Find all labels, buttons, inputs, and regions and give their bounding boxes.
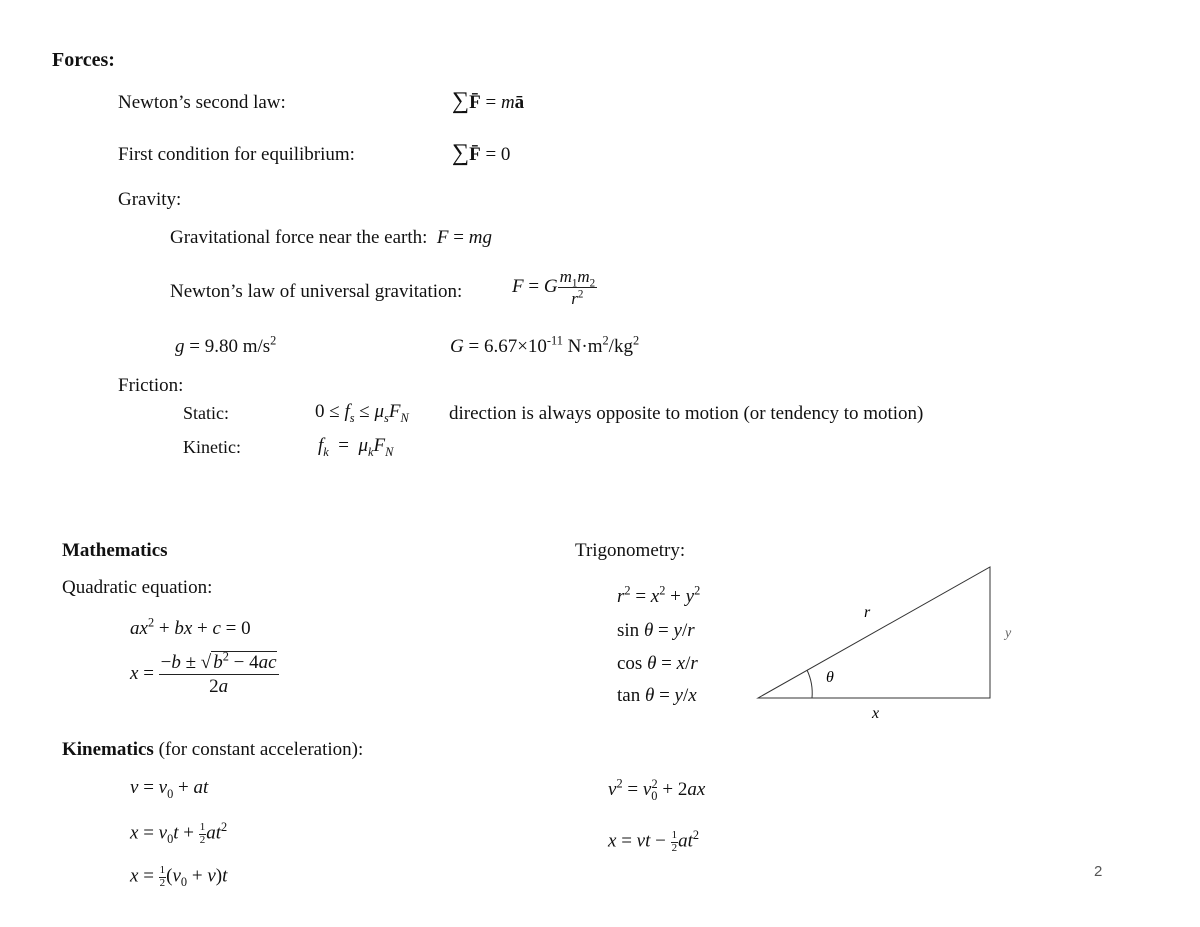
tangent-definition: tan θ = y/x xyxy=(617,685,697,706)
gravity-near-earth-equation: F = mg xyxy=(436,227,492,248)
velocity-time-equation: $v = v_0$ + at xyxy=(130,777,209,801)
mathematics-heading: Mathematics xyxy=(62,540,168,561)
gravity-heading: Gravity: xyxy=(118,189,182,210)
velocity-squared-equation: $v^2 = v_0^2 + 2ax$ xyxy=(608,776,706,803)
final-velocity-position-equation: x = vt − $\frac{1}{2}$ $at^2$ xyxy=(608,828,700,854)
equilibrium-label: First condition for equilibrium: xyxy=(118,144,355,165)
position-time-equation: $x = v_0t$ + $\frac{1}{2}$ $at^2$ xyxy=(130,820,228,847)
average-velocity-equation: x = $\frac{1}{2}$ $(v_0 + v)t$ xyxy=(130,864,228,890)
G-constant: $G = 6.67\times 10^{-11}$ $N\cdot m^2/kg^2$ xyxy=(450,333,640,357)
static-friction-equation: $0 \le f_s \le \mu_sF_N$ xyxy=(315,401,409,425)
quadratic-formula: x = $\frac{-b \pm √ b^2 - 4ac}{2a}$ xyxy=(130,649,277,697)
theta-label: θ xyxy=(826,669,834,686)
hypotenuse-label: r xyxy=(864,604,871,621)
quadratic-equation: $ax^2$ + bx + c = 0 xyxy=(130,615,251,639)
page-number: 2 xyxy=(1094,863,1103,880)
friction-heading: Friction: xyxy=(118,375,184,396)
triangle-shape xyxy=(758,567,990,698)
equilibrium-equation: ∑F̄ = 0 xyxy=(452,140,511,166)
opposite-label: y xyxy=(1005,626,1012,641)
pythagorean-identity: $r^2 = x^2 + y^2$ xyxy=(617,583,701,607)
kinematics-heading: Kinematics (for constant acceleration): xyxy=(62,739,364,760)
universal-gravitation-equation: F = G $\frac{m_1m_2}{r^2}$ xyxy=(512,267,596,308)
sine-definition: sin θ = y/r xyxy=(617,620,695,641)
forces-heading: Forces: xyxy=(52,49,115,71)
trigonometry-heading: Trigonometry: xyxy=(575,540,686,561)
quadratic-label: Quadratic equation: xyxy=(62,577,213,598)
newton-second-law-equation: ∑F̄ = mā xyxy=(452,88,525,114)
cosine-definition: cos θ = x/r xyxy=(617,653,698,674)
right-triangle-diagram xyxy=(740,555,1030,725)
angle-arc xyxy=(807,670,812,698)
g-constant: g = 9.80 $m/s^2$ xyxy=(175,333,277,357)
kinetic-friction-label: Kinetic: xyxy=(183,437,241,457)
newton-second-law-label: Newton’s second law: xyxy=(118,92,286,113)
static-friction-note: direction is always opposite to motion (or tendency to motion) xyxy=(449,403,924,424)
static-friction-label: Static: xyxy=(183,403,229,423)
universal-gravitation-label: Newton’s law of universal gravitation: xyxy=(170,281,463,302)
gravity-near-earth-label: Gravitational force near the earth: F = mg xyxy=(170,227,492,248)
kinetic-friction-equation: $f_k = \mu_kF_N$ xyxy=(318,435,394,459)
adjacent-label: x xyxy=(872,705,880,722)
